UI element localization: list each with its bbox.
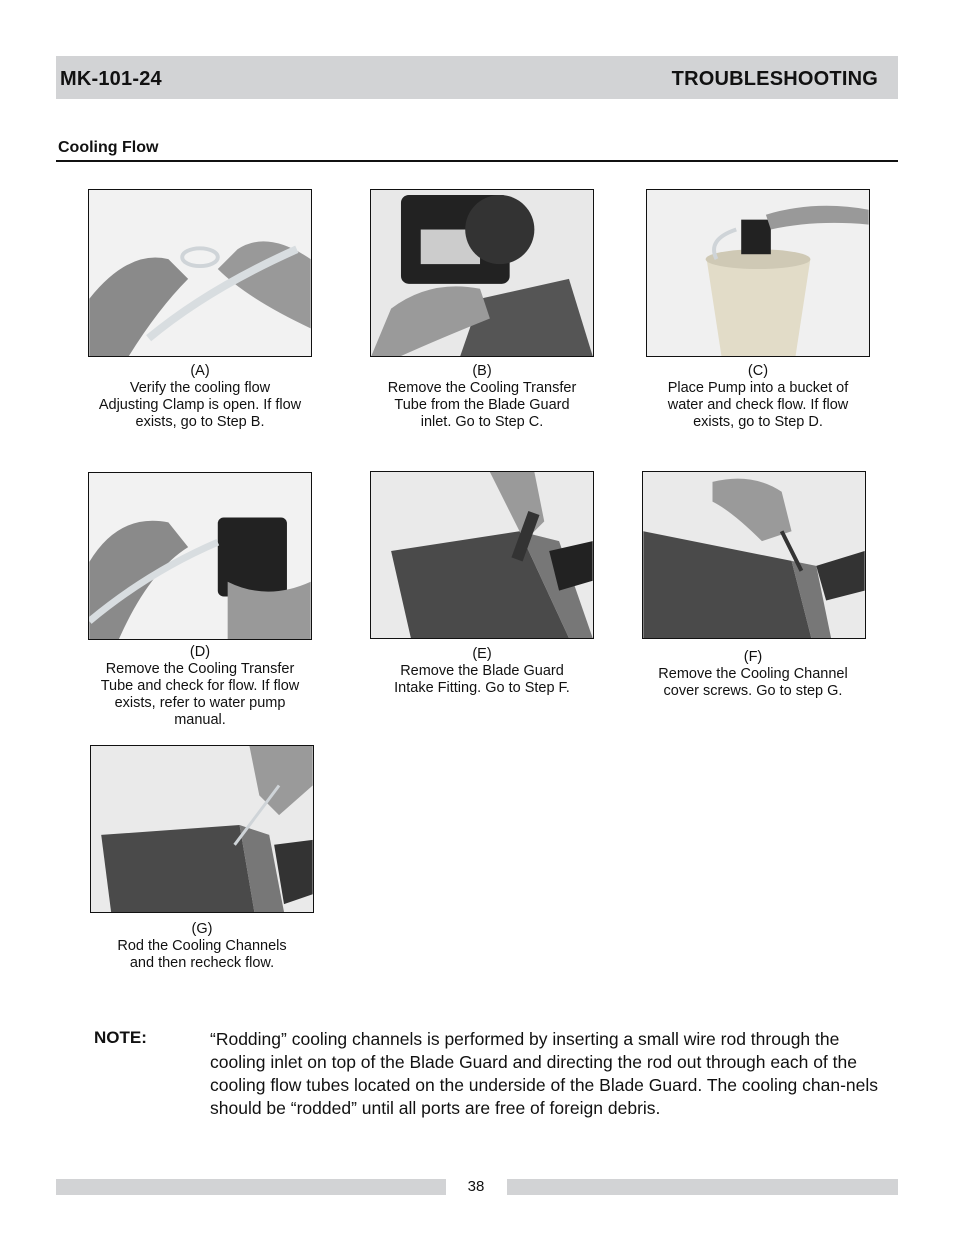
motor-guard-image [371, 190, 593, 356]
caption-line: Rod the Cooling Channels [117, 938, 287, 954]
step-letter: (E) [472, 646, 492, 662]
caption-line: Place Pump into a bucket of [667, 380, 849, 396]
caption-line: manual. [174, 712, 226, 728]
caption-step-e [357, 646, 607, 697]
caption-step-b [357, 363, 607, 431]
step-letter: (G) [191, 921, 213, 937]
photo-step-b [370, 189, 594, 357]
pump-tube-image [89, 473, 311, 639]
hands-clamp-image [89, 190, 311, 356]
section-divider [56, 160, 898, 162]
footer-bar-left [56, 1179, 446, 1195]
page-number: 38 [467, 1178, 485, 1195]
step-letter: (C) [747, 363, 769, 379]
footer-bar-right [507, 1179, 898, 1195]
caption-line: Tube from the Blade Guard [394, 397, 570, 413]
step-letter: (B) [472, 363, 492, 379]
section-heading: TROUBLESHOOTING [671, 68, 878, 90]
model-number: MK-101-24 [60, 68, 162, 90]
caption-line: Intake Fitting. Go to Step F. [394, 680, 570, 696]
caption-line: exists, go to Step D. [693, 414, 823, 430]
caption-line: Remove the Cooling Transfer [105, 661, 295, 677]
bucket-pump-image [647, 190, 869, 356]
photo-step-e [370, 471, 594, 639]
caption-step-c [633, 363, 883, 431]
caption-step-a [75, 363, 325, 431]
wrench-fitting-image [371, 472, 593, 638]
step-letter: (F) [743, 649, 763, 665]
caption-line: exists, go to Step B. [135, 414, 265, 430]
caption-line: Verify the cooling flow [129, 380, 271, 396]
step-letter: (D) [189, 644, 211, 660]
caption-step-g [77, 921, 327, 972]
note-label: NOTE: [94, 1028, 147, 1047]
caption-line: Remove the Blade Guard [400, 663, 564, 679]
caption-line: cover screws. Go to step G. [663, 683, 843, 699]
caption-line: and then recheck flow. [129, 955, 275, 971]
section-title: Cooling Flow [58, 139, 159, 156]
caption-line: Adjusting Clamp is open. If flow [98, 397, 302, 413]
header-bar [56, 56, 898, 99]
caption-line: Remove the Cooling Transfer [387, 380, 577, 396]
caption-line: Remove the Cooling Channel [658, 666, 848, 682]
screw-removal-image [643, 472, 865, 638]
caption-line: water and check flow. If flow [667, 397, 849, 413]
caption-line: Tube and check for flow. If flow [100, 678, 300, 694]
step-letter: (A) [190, 363, 210, 379]
caption-step-f [628, 649, 878, 700]
photo-step-c [646, 189, 870, 357]
photo-step-g [90, 745, 314, 913]
caption-step-d [75, 644, 325, 729]
rod-channels-image [91, 746, 313, 912]
photo-step-f [642, 471, 866, 639]
photo-step-a [88, 189, 312, 357]
note-text: “Rodding” cooling channels is performed by inserting a small wire rod through the cooling inlet on top of the Blade Guard and directing the rod out through each of the cooling flow tubes located on the underside of the Blade Guard. The cooling chan-nels should be “rodded” until all ports are free of foreign debris. [210, 1029, 879, 1118]
photo-step-d [88, 472, 312, 640]
caption-line: inlet. Go to Step C. [420, 414, 544, 430]
caption-line: exists, refer to water pump [114, 695, 286, 711]
